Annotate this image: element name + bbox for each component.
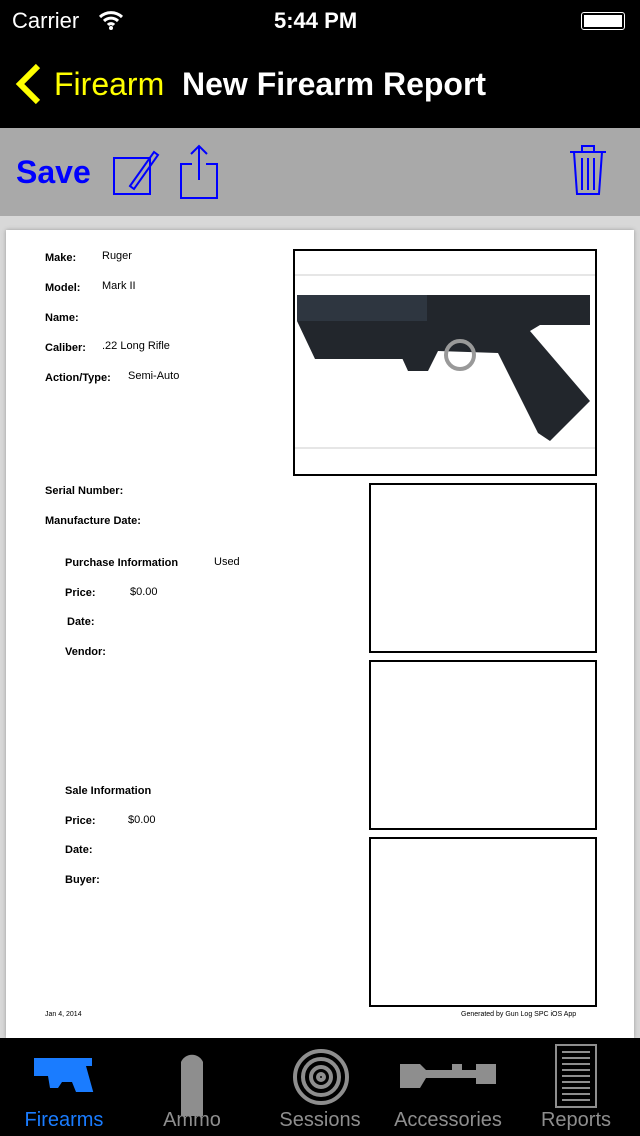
vendor-label: Vendor: — [65, 646, 106, 658]
toolbar — [0, 128, 640, 216]
save-button[interactable]: Save — [16, 154, 91, 190]
photo-box-3 — [369, 837, 597, 1007]
wifi-icon — [98, 10, 124, 30]
sale-date-label: Date: — [65, 844, 93, 856]
target-icon — [290, 1044, 352, 1106]
back-button[interactable] — [14, 62, 164, 106]
photo-box-1 — [369, 483, 597, 653]
make-label: Make: — [45, 252, 77, 264]
tab-accessories[interactable] — [384, 1038, 512, 1136]
carrier-label: Carrier — [12, 8, 80, 33]
buyer-label: Buyer: — [65, 874, 100, 886]
caliber-value: .22 Long Rifle — [102, 340, 170, 352]
tab-reports[interactable] — [512, 1038, 640, 1136]
tab-bar — [0, 1038, 640, 1136]
footer-credit: Generated by Gun Log SPC iOS App — [461, 1011, 577, 1018]
scope-icon — [400, 1044, 496, 1104]
time-label: 5:44 PM — [274, 8, 358, 33]
edit-icon[interactable] — [112, 146, 164, 196]
purchase-price-label: Price: — [65, 587, 96, 599]
purchase-date-label: Date: — [67, 616, 95, 628]
sale-heading: Sale Information — [65, 785, 152, 797]
purchase-condition: Used — [214, 556, 240, 568]
chevron-left-icon — [14, 62, 42, 106]
tab-label: Sessions — [279, 1109, 361, 1131]
status-bar — [0, 0, 640, 40]
trash-icon[interactable] — [568, 144, 612, 198]
model-value: Mark II — [102, 280, 136, 292]
purchase-price-value: $0.00 — [130, 586, 158, 598]
firearm-photo — [293, 249, 597, 476]
sale-price-label: Price: — [65, 815, 96, 827]
mfg-date-label: Manufacture Date: — [45, 515, 141, 527]
tab-label: Firearms — [24, 1109, 104, 1131]
navigation-bar — [0, 40, 640, 128]
page-title: New Firearm Report — [182, 66, 487, 102]
action-label: Action/Type: — [45, 372, 111, 384]
report-preview — [6, 230, 634, 1038]
tab-sessions[interactable] — [256, 1038, 384, 1136]
name-label: Name: — [45, 312, 79, 324]
caliber-label: Caliber: — [45, 342, 86, 354]
serial-label: Serial Number: — [45, 485, 124, 497]
back-label: Firearm — [54, 65, 165, 102]
footer-date: Jan 4, 2014 — [45, 1011, 82, 1018]
model-label: Model: — [45, 282, 81, 294]
tab-ammo[interactable] — [128, 1038, 256, 1136]
purchase-heading: Purchase Information — [65, 557, 179, 569]
tab-firearms[interactable] — [0, 1038, 128, 1136]
pistol-image — [295, 251, 595, 474]
action-value: Semi-Auto — [128, 370, 180, 382]
photo-box-2 — [369, 660, 597, 830]
sale-price-value: $0.00 — [128, 814, 156, 826]
tab-label: Ammo — [163, 1109, 221, 1131]
tab-label: Reports — [540, 1109, 612, 1131]
share-icon[interactable] — [178, 144, 220, 200]
make-value: Ruger — [102, 250, 132, 262]
report-icon — [546, 1044, 608, 1110]
pistol-icon — [34, 1044, 96, 1092]
battery-icon — [581, 12, 625, 30]
tab-label: Accessories — [394, 1109, 502, 1131]
